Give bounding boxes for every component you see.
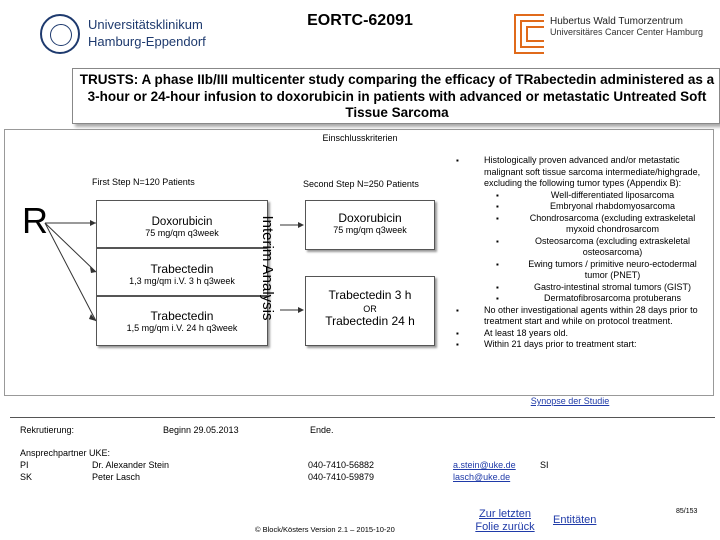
entities-link[interactable]: Entitäten [553, 514, 597, 526]
arm-name: Trabectedin [150, 309, 214, 323]
criteria-header: Einschlusskriterien [322, 133, 398, 143]
arm-name: Trabectedin 3 h [328, 288, 412, 302]
excluded-type-item [456, 213, 711, 236]
excluded-type-item [456, 293, 711, 305]
pi-email-suffix: SI [540, 460, 549, 470]
divider [10, 417, 715, 418]
pi-role: PI [20, 460, 29, 470]
uke-logo-line1: Universitätsklinikum [88, 17, 203, 32]
synopsis-link[interactable]: Synopse der Studie [530, 396, 610, 406]
excluded-type-item [456, 201, 711, 213]
excluded-type-text: ▪ Gastro-intestinal stromal tumors (GIST) [533, 281, 692, 292]
excluded-type-text: ▪ Well-differentiated liposarcoma [550, 189, 675, 200]
excluded-type-text: ▪ Chondrosarcoma (excluding extraskeletal myxoid chondrosarcom [529, 212, 696, 234]
criterion-text: No other investigational agents within 28 days prior to treatment start and while on protocol treatment. [484, 304, 698, 326]
arm-dose: 75 mg/qm q3week [333, 225, 407, 235]
arm-dose: 1,3 mg/qm i.V. 3 h q3week [129, 276, 235, 286]
connector-arm3 [45, 223, 96, 321]
sk-phone: 040-7410-59879 [308, 472, 375, 482]
excluded-type-item [456, 259, 711, 282]
interim-analysis-text: Interim Analysis [259, 215, 276, 321]
back-link[interactable]: Zur letzten Folie zurück [475, 508, 535, 533]
sk-role: SK [20, 472, 33, 482]
interim-analysis-label [254, 194, 280, 342]
criterion-text: Within 21 days prior to treatment start: [484, 339, 637, 349]
sk-email-link[interactable]: lasch@uke.de [453, 472, 511, 482]
inclusion-criteria-list [456, 155, 711, 351]
arm-trabectedin-second [305, 276, 435, 346]
arm-dose: 1,5 mg/qm i.V. 24 h q3week [126, 323, 238, 333]
arm-trabectedin-24h-first [96, 296, 268, 346]
recruitment-label: Rekrutierung: [20, 425, 75, 435]
sk-name: Peter Lasch [92, 472, 141, 482]
second-step-label: Second Step N=250 Patients [303, 179, 419, 189]
criterion-item [456, 339, 711, 351]
pi-email-link[interactable]: a.stein@uke.de [453, 460, 516, 470]
arm-dose: 75 mg/qm q3week [145, 228, 219, 238]
criterion-text: At least 18 years old. [484, 327, 569, 338]
arm-or: OR [363, 304, 377, 314]
arm-name: Trabectedin [150, 262, 214, 276]
connector-arm2 [45, 223, 96, 272]
contacts-title: Ansprechpartner UKE: [20, 448, 111, 458]
excluded-type-item [456, 190, 711, 202]
excluded-type-item [456, 236, 711, 259]
excluded-type-text: ▪ Embryonal rhabdomyosarcoma [549, 201, 676, 211]
criterion-item [456, 155, 711, 190]
excluded-type-text: ▪ Osteosarcoma (excluding extraskeletal osteosarcoma) [534, 235, 691, 257]
arm-trabectedin-3h-first [96, 248, 268, 296]
version-note: © Block/Kösters Version 2.1 – 2015-10-20 [255, 525, 395, 534]
arm-doxorubicin-first [96, 200, 268, 248]
excluded-type-text: ▪ Ewing tumors / primitive neuro-ectodermal tumor (PNET) [528, 258, 697, 280]
arm-name-alt: Trabectedin 24 h [325, 314, 415, 328]
randomization-label: R [22, 200, 48, 241]
hwt-logo-line1: Hubertus Wald Tumorzentrum [550, 16, 684, 27]
page-title: EORTC-62091 [307, 12, 413, 29]
recruitment-start: Beginn 29.05.2013 [163, 425, 239, 435]
first-step-label: First Step N=120 Patients [92, 177, 195, 187]
pi-phone: 040-7410-56882 [308, 460, 375, 470]
page-counter: 85/153 [676, 508, 698, 515]
hwt-logo-line2: Universitäres Cancer Center Hamburg [550, 27, 704, 37]
criterion-item [456, 328, 711, 340]
arm-name: Doxorubicin [151, 216, 213, 228]
study-title: TRUSTS: A phase IIb/III multicenter study comparing the efficacy of TRabectedin administered as a 3-hour or 24-hour infusion to doxorubicin in patients with advanced or metastatic Untreated Soft Tissue Sarcoma [79, 72, 715, 120]
arrow-second-arm2 [298, 307, 304, 313]
criterion-text: Histologically proven advanced and/or metastatic malignant soft tissue sarcoma intermediate/highgrade, excluding the following tumor types (Appendix B): [484, 155, 701, 188]
pi-name: Dr. Alexander Stein [92, 460, 170, 470]
uke-logo-line2: Hamburg-Eppendorf [88, 34, 206, 49]
recruitment-end: Ende. [310, 425, 334, 435]
criterion-item [456, 305, 711, 328]
arm-name: Doxorubicin [338, 211, 402, 225]
excluded-type-text: ▪ Dermatofibrosarcoma protuberans [543, 293, 682, 303]
excluded-type-item [456, 282, 711, 294]
arm-doxorubicin-second [305, 200, 435, 250]
arrow-second-arm1 [298, 222, 304, 228]
